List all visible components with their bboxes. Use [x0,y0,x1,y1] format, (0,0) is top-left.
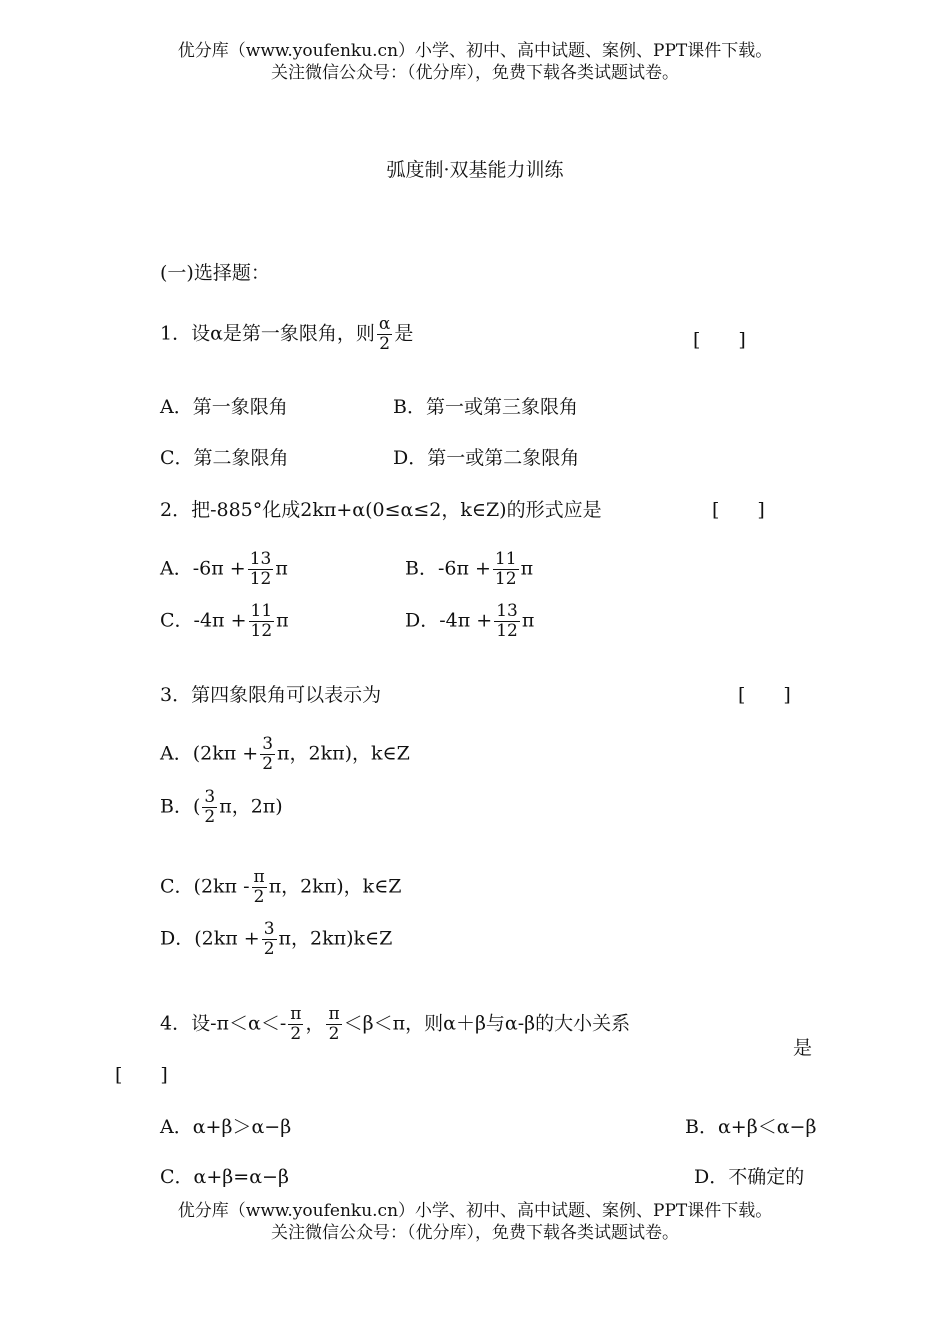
page-footer [0,1200,950,1244]
header-line-1: 优分库（www.youfenku.cn）小学、初中、高中试题、案例、PPT课件下载。 [177,41,773,61]
q2-b-den: 12 [494,569,517,589]
q2-d-fraction [494,602,520,641]
q2-b-num: 11 [494,549,517,569]
q3-b-den: 2 [204,807,216,827]
q2-b-pre: B．-6π + [405,557,491,580]
question-3-stem: 3．第四象限角可以表示为 [160,684,382,706]
q3-b-pre: B．( [160,795,201,818]
question-1-stem [160,315,413,354]
q3-b-num: 3 [204,787,216,807]
q1-answer-bracket: [ ] [693,329,746,351]
q2-c-num: 11 [250,601,273,621]
q2-option-b [405,550,533,589]
q1-stem-a: 1．设α是第一象限角，则 [160,322,375,345]
q1-stem-b: 是 [394,322,414,345]
q4-f2-num: π [328,1004,340,1024]
q1-frac-den: 2 [379,334,391,354]
q1-option-c: C．第二象限角 [160,447,289,469]
q3-c-fraction [252,868,267,907]
q3-option-c [160,868,401,907]
q2-d-pre: D．-4π + [405,609,493,632]
footer-line-2: 关注微信公众号：（优分库），免费下载各类试题试卷。 [271,1223,679,1243]
q4-option-d: D．不确定的 [694,1166,805,1188]
question-2-stem: 2．把-885°化成2kπ+α(0≤α≤2，k∈Z)的形式应是 [160,499,602,521]
q2-a-pre: A．-6π + [160,557,246,580]
q3-option-d [160,920,392,959]
q2-answer-bracket: [ ] [712,499,765,521]
q3-d-pre: D．(2kπ + [160,927,260,950]
q4-fraction-2 [326,1005,341,1044]
section-heading: (一)选择题： [160,262,270,284]
q4-f1-den: 2 [290,1024,302,1044]
q2-a-post: π [275,557,288,580]
header-line-2: 关注微信公众号：（优分库），免费下载各类试题试卷。 [271,63,679,83]
q1-fraction [377,315,392,354]
q4-option-c: C．α+β=α−β [160,1166,289,1188]
q1-option-d: D．第一或第二象限角 [393,447,580,469]
q3-b-fraction [202,788,217,827]
q3-d-den: 2 [263,939,275,959]
q3-c-pre: C．(2kπ - [160,875,250,898]
q2-a-den: 12 [249,569,272,589]
q2-b-post: π [520,557,534,580]
q3-option-b [160,788,283,827]
q1-option-a: A．第一象限角 [160,396,288,418]
q2-option-a [160,550,288,589]
q1-option-b: B．第一或第三象限角 [393,396,578,418]
q3-a-pre: A．(2kπ + [160,742,259,765]
page-title: 弧度制·双基能力训练 [386,159,564,181]
q1-frac-num: α [378,314,391,334]
q2-d-post: π [521,609,535,632]
q4-stem-tail: 是 [793,1037,813,1059]
q2-a-num: 13 [249,549,272,569]
q2-c-den: 12 [250,621,273,641]
q4-answer-bracket: [ ] [115,1064,168,1086]
q3-a-post: π，2kπ)，k∈Z [277,742,410,765]
q3-c-den: 2 [253,887,265,907]
q4-s1: 4．设-π＜α＜- [160,1012,287,1035]
q3-a-fraction [260,735,275,774]
q2-a-fraction [248,550,274,589]
q2-c-fraction [249,602,275,641]
q4-option-b: B．α+β＜α−β [685,1116,817,1138]
q2-b-fraction [493,550,519,589]
q3-d-fraction [262,920,277,959]
q3-a-den: 2 [262,754,274,774]
q4-f1-num: π [290,1004,302,1024]
page-header [0,40,950,84]
q4-option-a: A．α+β＞α−β [160,1116,292,1138]
q3-b-post: π，2π) [219,795,283,818]
q3-d-post: π，2kπ)k∈Z [278,927,393,950]
q3-c-post: π，2kπ)，k∈Z [268,875,402,898]
q4-f2-den: 2 [328,1024,340,1044]
q2-c-post: π [276,609,289,632]
q2-c-pre: C．-4π + [160,609,247,632]
q3-answer-bracket: [ ] [738,684,791,706]
q3-option-a [160,735,410,774]
q3-c-num: π [253,867,265,887]
q4-s2: ， [305,1012,325,1035]
q3-a-num: 3 [262,734,274,754]
q2-d-den: 12 [496,621,518,641]
q2-option-c [160,602,289,641]
q4-fraction-1 [288,1005,303,1044]
question-4-stem [160,1005,630,1044]
q2-option-d [405,602,534,641]
q2-d-num: 13 [496,601,518,621]
q3-d-num: 3 [263,919,275,939]
footer-line-1: 优分库（www.youfenku.cn）小学、初中、高中试题、案例、PPT课件下载。 [177,1201,773,1221]
q4-s3: ＜β＜π，则α＋β与α-β的大小关系 [343,1012,631,1035]
